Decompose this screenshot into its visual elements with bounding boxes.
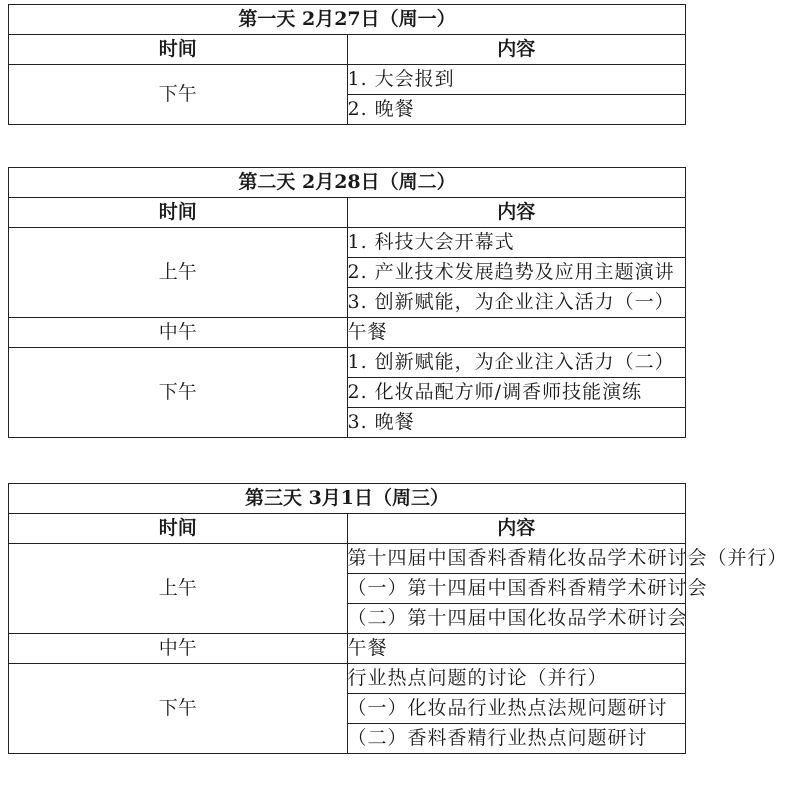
- session-time: 下午: [9, 348, 348, 438]
- header-content: 内容: [347, 198, 686, 228]
- session-time: 上午: [9, 228, 348, 318]
- agenda-item: 1. 科技大会开幕式: [347, 228, 686, 258]
- session-time: 下午: [9, 65, 348, 125]
- session-time: 中午: [9, 634, 348, 664]
- agenda-item: 2. 化妆品配方师/调香师技能演练: [347, 378, 686, 408]
- agenda-item: 3. 晚餐: [347, 408, 686, 438]
- agenda-item: （二）香料香精行业热点问题研讨: [347, 724, 686, 754]
- header-content: 内容: [347, 35, 686, 65]
- day-title: 第二天 2月28日（周二）: [9, 168, 686, 198]
- agenda-item: 第十四届中国香料香精化妆品学术研讨会（并行）: [347, 544, 686, 574]
- agenda-item: 2. 产业技术发展趋势及应用主题演讲: [347, 258, 686, 288]
- schedule-table-day3: [8, 483, 788, 754]
- schedule-table-day2: [8, 167, 686, 438]
- agenda-item: 2. 晚餐: [347, 95, 686, 125]
- agenda-item: 1. 大会报到: [347, 65, 686, 95]
- header-time: 时间: [9, 198, 348, 228]
- agenda-item: 1. 创新赋能，为企业注入活力（二）: [347, 348, 686, 378]
- agenda-item: （一）第十四届中国香料香精学术研讨会: [347, 574, 686, 604]
- session-time: 上午: [9, 544, 348, 634]
- day-title: 第一天 2月27日（周一）: [9, 5, 686, 35]
- header-time: 时间: [9, 514, 348, 544]
- agenda-item: 午餐: [347, 318, 686, 348]
- agenda-item: 行业热点问题的讨论（并行）: [347, 664, 686, 694]
- header-time: 时间: [9, 35, 348, 65]
- schedule-table-day1: [8, 4, 686, 125]
- session-time: 中午: [9, 318, 348, 348]
- agenda-item: （二）第十四届中国化妆品学术研讨会: [347, 604, 686, 634]
- header-content: 内容: [347, 514, 686, 544]
- day-title: 第三天 3月1日（周三）: [9, 484, 686, 514]
- agenda-item: （一）化妆品行业热点法规问题研讨: [347, 694, 686, 724]
- session-time: 下午: [9, 664, 348, 754]
- agenda-item: 3. 创新赋能，为企业注入活力（一）: [347, 288, 686, 318]
- agenda-item: 午餐: [347, 634, 686, 664]
